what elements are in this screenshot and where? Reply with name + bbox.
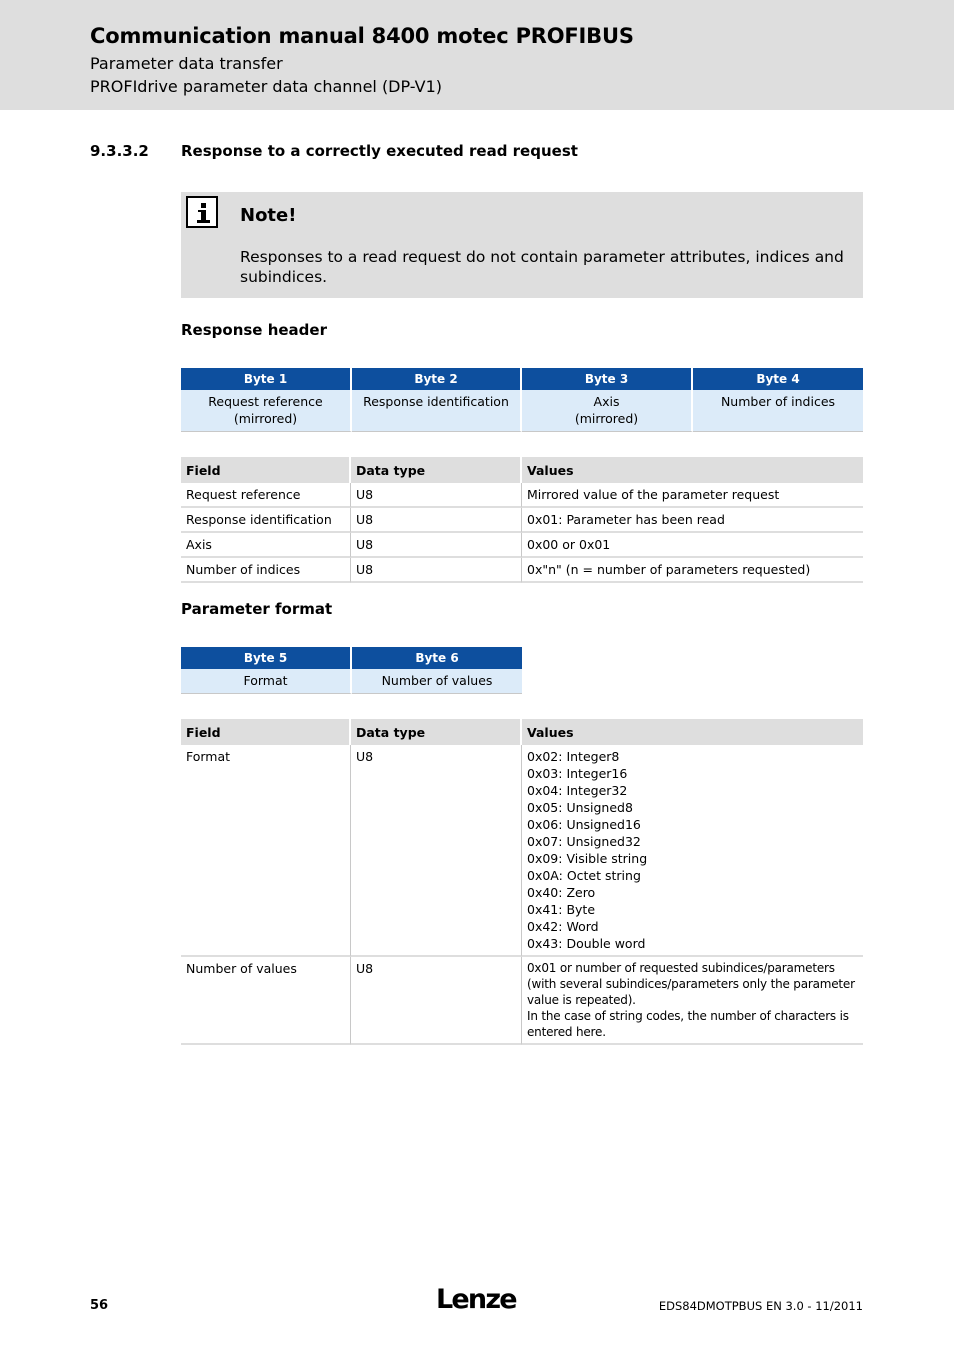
byte-cell: Format: [181, 669, 352, 694]
column-header-field: Field: [181, 719, 351, 745]
column-header-data-type: Data type: [351, 719, 522, 745]
column-header-data-type: Data type: [351, 457, 522, 483]
section-title: Response to a correctly executed read request: [181, 142, 578, 160]
table-row: Number of indices U8 0x"n" (n = number of parameters requested): [181, 558, 863, 583]
document-subtitle-chapter: Parameter data transfer: [90, 54, 283, 73]
byte-header: Byte 6: [352, 647, 522, 669]
byte-cell: Response identification: [352, 390, 522, 432]
byte-cell: Number of indices: [693, 390, 863, 432]
byte-header: Byte 4: [693, 368, 863, 390]
note-text: Responses to a read request do not contain parameter attributes, indices and subindices.: [240, 248, 844, 286]
byte-header: Byte 5: [181, 647, 352, 669]
info-icon: [186, 196, 218, 228]
document-title: Communication manual 8400 motec PROFIBUS: [90, 24, 634, 48]
byte-header: Byte 3: [522, 368, 693, 390]
byte-cell: Number of values: [352, 669, 522, 694]
parameter-format-byte-table: [181, 647, 522, 694]
table-row: Response identification U8 0x01: Parameter has been read: [181, 508, 863, 533]
byte-header: Byte 2: [352, 368, 522, 390]
note-title: Note!: [240, 205, 297, 226]
parameter-format-field-table: [181, 719, 863, 1045]
response-header-byte-table: [181, 368, 863, 432]
page-number: 56: [90, 1298, 109, 1313]
header-band: [0, 0, 954, 110]
byte-cell: Axis (mirrored): [522, 390, 693, 432]
table-row: Axis U8 0x00 or 0x01: [181, 533, 863, 558]
table-row: Number of values U8 0x01 or number of requested subindices/parameters (with several subindices/parameters only the parameter value is repeated). In the case of string codes, the number of characters is entered here.: [181, 957, 863, 1045]
table-row: Request reference U8 Mirrored value of the parameter request: [181, 483, 863, 508]
table-row: Format U8 0x02: Integer8 0x03: Integer16 0x04: Integer32 0x05: Unsigned8 0x06: Unsigned16 0x07: Unsigned32 0x09: Visible string 0x0A: Octet string 0x40: Zero 0x41: Byte 0x42: Word 0x43: Double word: [181, 745, 863, 957]
column-header-values: Values: [522, 457, 863, 483]
lenze-logo: Lenze: [436, 1284, 516, 1315]
response-header-heading: Response header: [181, 321, 327, 339]
response-header-field-table: [181, 457, 863, 583]
section-number: 9.3.3.2: [90, 142, 149, 160]
column-header-values: Values: [522, 719, 863, 745]
byte-cell: Request reference (mirrored): [181, 390, 352, 432]
byte-header: Byte 1: [181, 368, 352, 390]
document-subtitle-section: PROFIdrive parameter data channel (DP-V1): [90, 77, 442, 96]
column-header-field: Field: [181, 457, 351, 483]
parameter-format-heading: Parameter format: [181, 600, 333, 618]
note-box: [181, 192, 863, 298]
document-id: EDS84DMOTPBUS EN 3.0 - 11/2011: [658, 1299, 863, 1313]
